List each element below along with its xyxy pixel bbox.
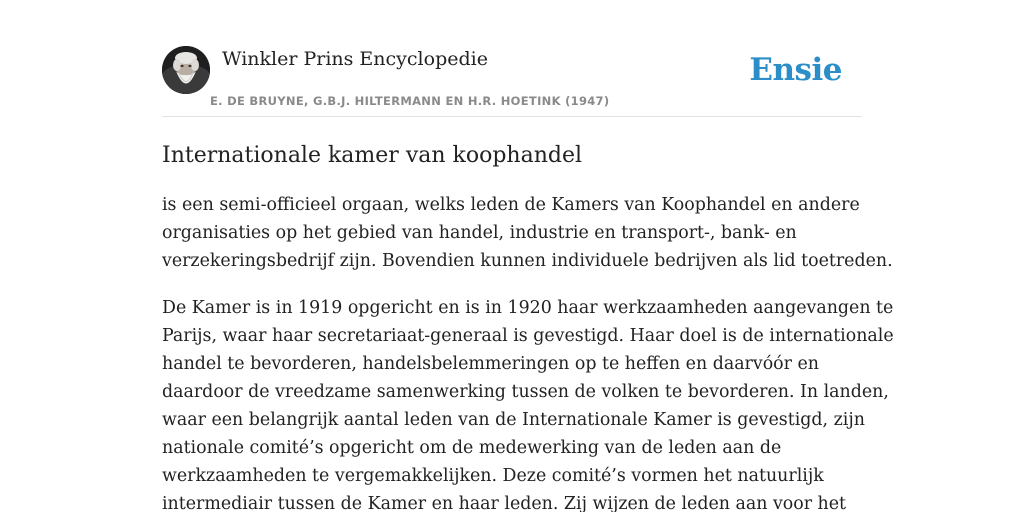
text-line: nationale comité’s opgericht om de medewerking van de leden aan de [162,438,782,458]
text-line: intermediair tussen de Kamer en haar leden. Zij wijzen de leden aan voor het [162,494,847,512]
text-line: De Kamer is in 1919 opgericht en is in 1920 haar werkzaamheden aangevangen te [162,298,894,318]
authors-line: E. DE BRUYNE, G.B.J. HILTERMANN EN H.R. HOETINK (1947) [210,94,610,108]
entry-title: Internationale kamer van koophandel [162,143,583,168]
brand-logo[interactable]: Ensie [749,52,842,88]
text-line: is een semi-officieel orgaan, welks leden de Kamers van Koophandel en andere [162,195,860,215]
paragraph-1 [162,191,893,275]
text-line: daardoor de vreedzame samenwerking tussen de volken te bevorderen. In landen, [162,382,889,402]
text-line: waar een belangrijk aantal leden van de Internationale Kamer is gevestigd, zijn [162,410,865,430]
text-line: organisaties op het gebied van handel, industrie en transport-, bank- en [162,223,797,243]
header [162,46,862,117]
book-title[interactable]: Winkler Prins Encyclopedie [222,48,488,70]
text-line: verzekeringsbedrijf zijn. Bovendien kunnen individuele bedrijven als lid toetreden. [162,251,893,271]
paragraph-2 [162,294,894,512]
entry-body [162,191,894,512]
text-line: werkzaamheden te vergemakkelijken. Deze comité’s vormen het natuurlijk [162,466,824,486]
entry-container [162,46,894,512]
text-line: Parijs, waar haar secretariaat-generaal is gevestigd. Haar doel is de internationale [162,326,894,346]
avatar[interactable] [162,46,210,94]
bearded-man-portrait-icon [162,46,210,94]
text-line: handel te bevorderen, handelsbelemmeringen op te heffen en daarvóór en [162,354,819,374]
